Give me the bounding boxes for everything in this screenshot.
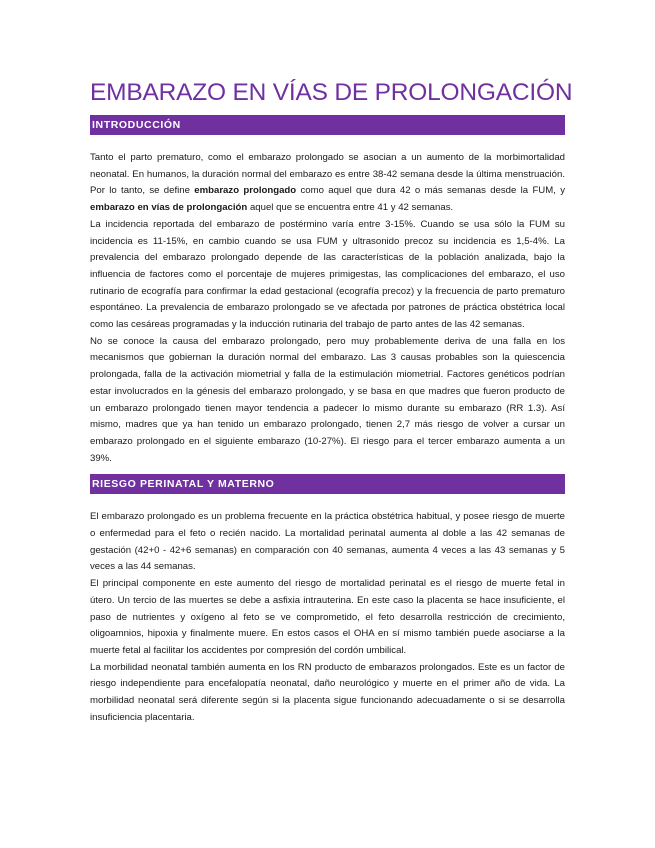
paragraph-text: Tanto el parto prematuro, como el embarazo prolongado se asocian a un aumento de la morbimortalidad neonatal. En humanos, la duración normal del embarazo es entre 38-42 semana desde la última menstruación. Por lo tanto, se define	[90, 152, 565, 197]
section-heading: INTRODUCCIÓN	[90, 115, 565, 135]
document-title: EMBARAZO EN VÍAS DE PROLONGACIÓN	[90, 79, 573, 106]
paragraph	[90, 150, 565, 217]
bold-term: embarazo prolongado	[194, 185, 297, 197]
section-body	[90, 509, 565, 726]
section-body	[90, 150, 565, 467]
section-heading: RIESGO PERINATAL Y MATERNO	[90, 474, 565, 494]
paragraph-text: como aquel que dura 42 o más semanas desde la FUM, y	[296, 185, 565, 197]
paragraph: La incidencia reportada del embarazo de postérmino varía entre 3-15%. Cuando se usa sólo la FUM su incidencia es 11-15%, en cambio cuando se usa FUM y ultrasonido precoz su incidencia es 1,5-4%. La prevalencia del embarazo prolongado depende de las características de la población analizada, bajo la influencia de factores como el porcentaje de mujeres primigestas, las complicaciones del embarazo, el uso rutinario de ecografía para confirmar la edad gestacional (ecografía precoz) y la frecuencia de parto prematuro espontáneo. La prevalencia de embarazo prolongado se ve afectada por patrones de práctica obstétrica local como las cesáreas programadas y la inducción rutinaria del trabajo de parto antes de las 42 semanas.	[90, 218, 565, 331]
paragraph: El embarazo prolongado es un problema frecuente en la práctica obstétrica habitual, y posee riesgo de muerte o enfermedad para el feto o recién nacido. La mortalidad perinatal aumenta al doble a las 42 semanas de gestación (42+0 - 42+6 semanas) en comparación con 40 semanas, aumenta 4 veces a las 43 semanas y 5 veces a las 44 semanas.	[90, 511, 565, 573]
paragraph: No se conoce la causa del embarazo prolongado, pero muy probablemente deriva de una falla en los mecanismos que gobiernan la duración normal del embarazo. Las 3 causas probables son la quiescencia prolongada, falla de la activación miometrial y falla de la estimulación miometrial. Factores genéticos podrían estar involucrados en la génesis del embarazo prolongado, y se basa en que madres que fueron producto de un embarazo prolongado tienen mayor tendencia a padecer lo mismo durante su embarazo (RR 1.3). Así mismo, madres que ya han tenido un embarazo prolongado, tienen 2,7 más riesgo de volver a cursar un embarazo prolongado en el siguiente embarazo (10-27%). El riesgo para el tercer embarazo aumenta a un 39%.	[90, 335, 565, 464]
document-page	[90, 78, 573, 727]
section-riesgo-perinatal	[90, 474, 565, 726]
paragraph: El principal componente en este aumento del riesgo de mortalidad perinatal es el riesgo de muerte fetal in útero. Un tercio de las muertes se debe a asfixia intrauterina. En este caso la placenta se hace insuficiente, el paso de nutrientes y oxígeno al feto se ve comprometido, el feto desarrolla restricción de crecimiento, oligoamnios, hipoxia y finalmente muere. En estos casos el OHA en sí mismo también puede asociarse a la muerte fetal al facilitar los accidentes por compresión del cordón umbilical.	[90, 578, 565, 656]
paragraph-text: aquel que se encuentra entre 41 y 42 semanas.	[247, 202, 454, 214]
bold-term: embarazo en vías de prolongación	[90, 202, 248, 214]
section-introduccion	[90, 115, 565, 467]
paragraph: La morbilidad neonatal también aumenta en los RN producto de embarazos prolongados. Este es un factor de riesgo independiente para encefalopatía neonatal, daño neurológico y muerte en el primer año de vida. La morbilidad neonatal será diferente según si la placenta sigue funcionando adecuadamente o si se desarrolla insuficiencia placentaria.	[90, 661, 565, 723]
